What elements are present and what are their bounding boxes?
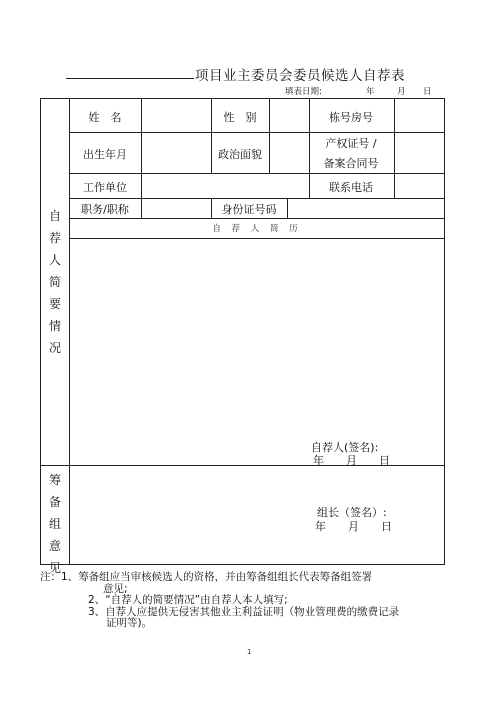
birth-date-label: 出生年月 [83,148,127,161]
col-line [141,173,142,198]
name-label: 姓 名 [88,111,122,124]
gender-label: 性 别 [223,111,257,124]
row-line [69,132,444,133]
col-line [141,198,142,218]
self-summary-section-label: 自 荐 人 简 要 情 况 [48,209,61,355]
position-title-label: 职务/职称 [81,203,129,216]
form-title: 项目业主委员会委员候选人自荐表 [195,68,405,84]
col-line [394,99,395,173]
committee-signature-label: 组长（签名）: [317,506,387,519]
col-line [141,99,142,173]
resume-header: 自 荐 人 简 历 [212,224,302,234]
fill-date-month: 月 [397,87,406,97]
row-line [69,198,444,199]
note-number: 2、 [88,594,106,606]
note-number: 1、 [61,571,79,583]
note-item [40,607,460,619]
fill-date-label: 填表日期: [285,87,322,97]
col-line [211,198,212,218]
property-cert-label: 产权证号 / [325,137,377,150]
col-line [309,173,310,198]
row-line [69,173,444,174]
note-text: “自荐人的简要情况”由自荐人本人填写; [105,594,288,606]
nomination-form-table [40,98,445,575]
note-text: 意见; [103,582,128,595]
committee-opinion-section-label: 筹 备 组 意 见 [48,473,61,575]
page-number: 1 [247,648,252,656]
note-text: 自荐人应提供无侵害其他业主利益证明（物业管理费的缴费记录 [105,605,400,618]
note-text: 证明等)。 [106,617,153,629]
building-room-label: 栋号房号 [329,111,373,124]
col-line [211,99,212,173]
row-line [69,218,444,219]
fill-date-day: 日 [423,87,432,97]
row-line [69,238,444,239]
col-line [309,99,310,173]
id-number-label: 身份证号码 [221,203,277,216]
col-line [69,99,70,564]
phone-label: 联系电话 [329,181,373,194]
employer-label: 工作单位 [83,181,127,194]
col-line [287,198,288,218]
title-underline [66,78,194,79]
note-text: 筹备组应当审核候选人的资格，并由筹备组组长代表筹备组签署 [78,571,373,583]
political-status-label: 政治面貌 [218,148,262,161]
form-notes [40,572,460,630]
committee-signature-date: 年 月 日 [315,520,392,533]
self-signature-date: 年 月 日 [313,454,390,467]
col-line [394,173,395,198]
self-signature-label: 自荐人(签名): [311,441,379,454]
fill-date-year: 年 [366,87,375,97]
notes-prefix: 注： [40,571,61,583]
note-number: 3、 [88,605,106,618]
filing-contract-label: 备案合同号 [323,157,379,170]
note-item-continuation [40,618,460,630]
col-line [269,99,270,173]
